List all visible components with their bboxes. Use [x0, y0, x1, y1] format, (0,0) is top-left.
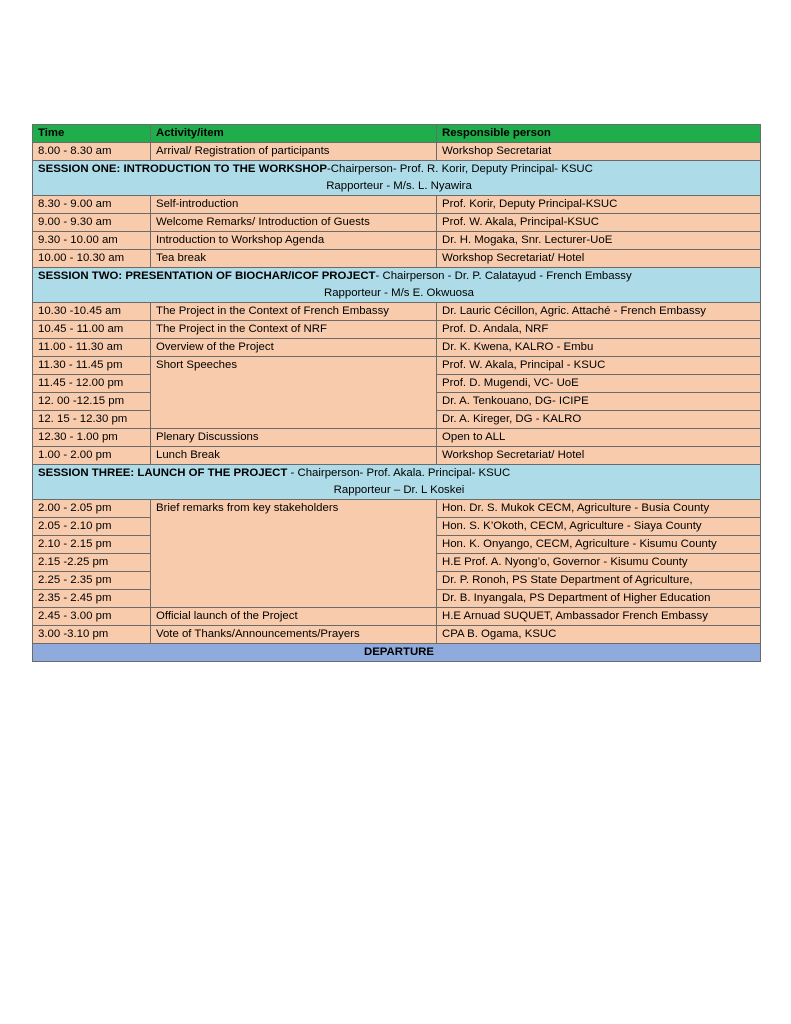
responsible-cell: Prof. W. Akala, Principal - KSUC	[437, 357, 761, 375]
activity-cell: Plenary Discussions	[151, 429, 437, 447]
activity-cell: Official launch of the Project	[151, 608, 437, 626]
session-rapporteur: Rapporteur – Dr. L Koskei	[333, 484, 465, 496]
session-three-header	[33, 465, 761, 500]
activity-cell: The Project in the Context of French Embassy	[151, 303, 437, 321]
activity-cell: Self-introduction	[151, 196, 437, 214]
activity-cell: Lunch Break	[151, 447, 437, 465]
responsible-cell: H.E Prof. A. Nyong’o, Governor - Kisumu County	[437, 554, 761, 572]
time-cell: 2.15 -2.25 pm	[33, 554, 151, 572]
activity-cell: Vote of Thanks/Announcements/Prayers	[151, 626, 437, 644]
responsible-cell: Workshop Secretariat	[437, 143, 761, 161]
time-cell: 10.30 -10.45 am	[33, 303, 151, 321]
responsible-cell: Dr. Lauric Cécillon, Agric. Attaché - French Embassy	[437, 303, 761, 321]
time-cell: 9.30 - 10.00 am	[33, 232, 151, 250]
activity-cell: Short Speeches	[151, 357, 437, 429]
responsible-cell: Open to ALL	[437, 429, 761, 447]
responsible-cell: Dr. H. Mogaka, Snr. Lecturer-UoE	[437, 232, 761, 250]
activity-cell: Introduction to Workshop Agenda	[151, 232, 437, 250]
responsible-cell: Hon. K. Onyango, CECM, Agriculture - Kisumu County	[437, 536, 761, 554]
responsible-cell: Prof. W. Akala, Principal-KSUC	[437, 214, 761, 232]
session-title: SESSION THREE: LAUNCH OF THE PROJECT	[38, 467, 288, 479]
table-row	[33, 500, 761, 518]
session-rapporteur: Rapporteur - M/s. L. Nyawira	[326, 180, 472, 192]
table-row	[33, 429, 761, 447]
table-row	[33, 339, 761, 357]
header-time: Time	[33, 125, 151, 143]
responsible-cell: Dr. P. Ronoh, PS State Department of Agriculture,	[437, 572, 761, 590]
time-cell: 9.00 - 9.30 am	[33, 214, 151, 232]
responsible-cell: H.E Arnuad SUQUET, Ambassador French Embassy	[437, 608, 761, 626]
table-row	[33, 626, 761, 644]
time-cell: 2.00 - 2.05 pm	[33, 500, 151, 518]
activity-cell: Brief remarks from key stakeholders	[151, 500, 437, 608]
departure-cell: DEPARTURE	[33, 644, 761, 662]
time-cell: 12. 15 - 12.30 pm	[33, 411, 151, 429]
workshop-agenda-table	[32, 124, 761, 662]
table-row	[33, 447, 761, 465]
time-cell: 12. 00 -12.15 pm	[33, 393, 151, 411]
session-two-header	[33, 268, 761, 303]
time-cell: 1.00 - 2.00 pm	[33, 447, 151, 465]
responsible-cell: Workshop Secretariat/ Hotel	[437, 447, 761, 465]
session-title: SESSION TWO: PRESENTATION OF BIOCHAR/ICOF PROJECT	[38, 270, 376, 282]
session-chair: - Chairperson- Prof. Akala. Principal- KSUC	[287, 467, 511, 479]
time-cell: 11.30 - 11.45 pm	[33, 357, 151, 375]
time-cell: 2.45 - 3.00 pm	[33, 608, 151, 626]
responsible-cell: Prof. D. Mugendi, VC- UoE	[437, 375, 761, 393]
activity-cell: Overview of the Project	[151, 339, 437, 357]
time-cell: 2.25 - 2.35 pm	[33, 572, 151, 590]
responsible-cell: Dr. B. Inyangala, PS Department of Higher Education	[437, 590, 761, 608]
time-cell: 12.30 - 1.00 pm	[33, 429, 151, 447]
time-cell: 3.00 -3.10 pm	[33, 626, 151, 644]
responsible-cell: Hon. S. K’Okoth, CECM, Agriculture - Siaya County	[437, 518, 761, 536]
table-row	[33, 143, 761, 161]
header-activity: Activity/item	[151, 125, 437, 143]
responsible-cell: Prof. Korir, Deputy Principal-KSUC	[437, 196, 761, 214]
session-chair: -Chairperson- Prof. R. Korir, Deputy Principal- KSUC	[327, 163, 593, 175]
table-row	[33, 321, 761, 339]
table-row	[33, 608, 761, 626]
time-cell: 10.45 - 11.00 am	[33, 321, 151, 339]
responsible-cell: Prof. D. Andala, NRF	[437, 321, 761, 339]
time-cell: 2.35 - 2.45 pm	[33, 590, 151, 608]
table-header-row	[33, 125, 761, 143]
responsible-cell: Dr. A. Tenkouano, DG- ICIPE	[437, 393, 761, 411]
table-row	[33, 250, 761, 268]
session-one-header	[33, 161, 761, 196]
departure-row	[33, 644, 761, 662]
responsible-cell: Hon. Dr. S. Mukok CECM, Agriculture - Busia County	[437, 500, 761, 518]
responsible-cell: CPA B. Ogama, KSUC	[437, 626, 761, 644]
activity-cell: The Project in the Context of NRF	[151, 321, 437, 339]
responsible-cell: Dr. K. Kwena, KALRO - Embu	[437, 339, 761, 357]
activity-cell: Tea break	[151, 250, 437, 268]
session-chair: - Chairperson - Dr. P. Calatayud - French Embassy	[375, 270, 632, 282]
session-rapporteur: Rapporteur - M/s E. Okwuosa	[323, 287, 475, 299]
time-cell: 11.45 - 12.00 pm	[33, 375, 151, 393]
time-cell: 2.05 - 2.10 pm	[33, 518, 151, 536]
table-row	[33, 357, 761, 375]
time-cell: 10.00 - 10.30 am	[33, 250, 151, 268]
time-cell: 2.10 - 2.15 pm	[33, 536, 151, 554]
time-cell: 11.00 - 11.30 am	[33, 339, 151, 357]
activity-cell: Welcome Remarks/ Introduction of Guests	[151, 214, 437, 232]
table-row	[33, 232, 761, 250]
time-cell: 8.30 - 9.00 am	[33, 196, 151, 214]
table-row	[33, 196, 761, 214]
session-title: SESSION ONE: INTRODUCTION TO THE WORKSHOP	[38, 163, 327, 175]
responsible-cell: Workshop Secretariat/ Hotel	[437, 250, 761, 268]
time-cell: 8.00 - 8.30 am	[33, 143, 151, 161]
activity-cell: Arrival/ Registration of participants	[151, 143, 437, 161]
table-row	[33, 303, 761, 321]
table-row	[33, 214, 761, 232]
header-responsible: Responsible person	[437, 125, 761, 143]
responsible-cell: Dr. A. Kireger, DG - KALRO	[437, 411, 761, 429]
